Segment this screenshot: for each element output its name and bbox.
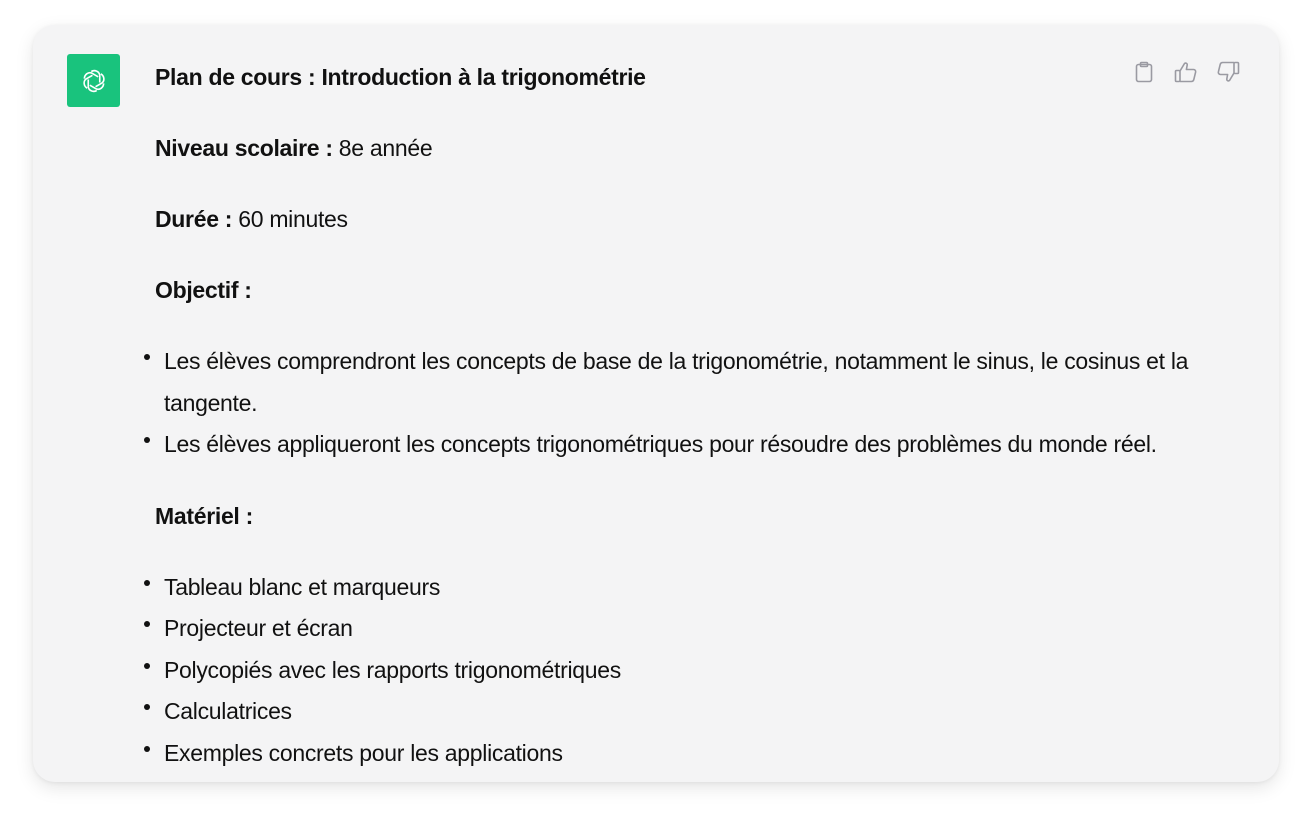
grade-level [155, 128, 1245, 169]
message-content [155, 57, 1245, 774]
list-item: Projecteur et écran [143, 608, 1245, 650]
assistant-avatar [67, 54, 120, 107]
grade-label: Niveau scolaire : [155, 135, 333, 161]
list-item: Les élèves comprendront les concepts de base de la trigonométrie, notamment le sinus, le cosinus et la tangente. [143, 341, 1245, 424]
assistant-message-card [33, 25, 1279, 782]
lesson-title: Plan de cours : Introduction à la trigonométrie [155, 64, 646, 90]
duration [155, 199, 1245, 240]
materials-heading: Matériel : [155, 502, 253, 529]
materials-list [143, 567, 1245, 775]
list-item: Les élèves appliqueront les concepts trigonométriques pour résoudre des problèmes du monde réel. [143, 424, 1245, 466]
objective-list [143, 341, 1245, 466]
list-item: Tableau blanc et marqueurs [143, 567, 1245, 609]
duration-value: 60 minutes [232, 206, 348, 232]
duration-label: Durée : [155, 206, 233, 232]
openai-logo-icon [79, 66, 109, 96]
list-item: Calculatrices [143, 691, 1245, 733]
list-item: Exemples concrets pour les applications [143, 733, 1245, 775]
objective-heading: Objectif : [155, 277, 252, 303]
grade-value: 8e année [332, 135, 433, 161]
list-item: Polycopiés avec les rapports trigonométriques [143, 650, 1245, 692]
